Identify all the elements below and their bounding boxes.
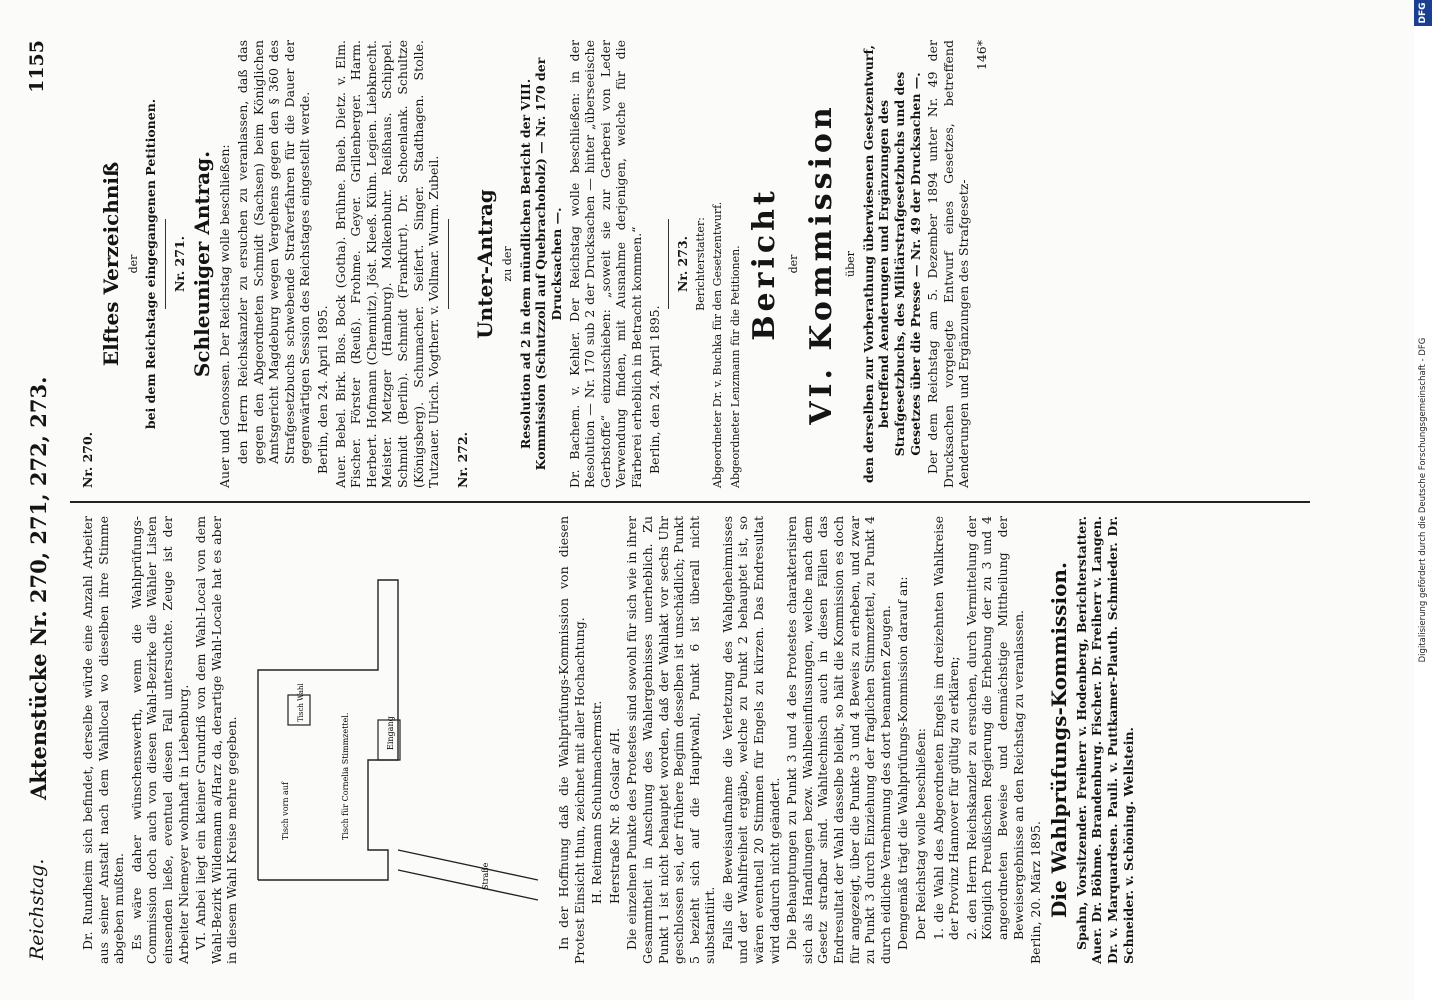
resolution-item-2: 2. den Herrn Reichskanzler zu ersuchen, durch Vermittelung der Königlich Preußischen Regierung die Erhebung der zu 3 und 4 angeordneten Beweise und demnächstige Mittheilung der Beweisergebnisse an den Reichstag zu veranlassen. <box>963 516 1026 940</box>
left-para-4: In der Hoffnung daß die Wahlprüfungs-Kommission von diesen Protest Einsicht thun, zeichnet mit aller Hochachtung. <box>555 516 587 964</box>
nr273-title: Nr. 273. <box>675 236 691 293</box>
funding-note: Digitalisierung gefördert durch die Deutsche Forschungsgemeinschaft - DFG <box>1418 337 1428 663</box>
header-left: Reichstag. <box>26 858 48 960</box>
left-para-3: VI. Anbei liegt ein kleiner Grundriß von dem Wahl-Local von dem Wahl-Bezirk Wildemann a/Harz da, derartige Wahl-Locale hat es aber in diesem Wahl Kreise mehre gegeben. <box>193 516 240 964</box>
bericht-der: der <box>786 254 800 274</box>
nr271-body: den Herrn Reichskanzler zu ersuchen zu veranlassen, daß das gegen den Abgeordneten Schmidt (Sachsen) beim Königlichen Amtsgericht Magdeburg wegen Vergehens gegen den § 360 des Strafgesetzbuchs schwebende Strafverfahren für die Dauer der gegenwärtigen Session des Reichstages eingestellt werde. <box>234 40 313 464</box>
nr273-subtitle: Berichterstatter: <box>693 217 707 311</box>
bericht-kommission: VI. Kommission <box>804 103 840 425</box>
separator-rule <box>448 219 449 309</box>
nr271-signatories: Auer. Bebel. Birk. Blos. Bock (Gotha). Brühne. Bueb. Dietz. v. Elm. Fischer. Förster (Reuß). Frohme. Geyer. Grillenberger. Harm. Herbert. Hofmann (Chemnitz). Jöst. Kleeß. Kühn. Legien. Liebknecht. Meister. Metzger (Hamburg). Molkenbuhr. Reißhaus. Schippel. Schmidt (Berlin). Schmidt (Frankfurt). Dr. Schoenlank. Schultze (Königsberg). Schumacher. Seifert. Singer. Stadthagen. Stolle. Tutzauer. Ulrich. Vogtherr. v. Vollmar. Wurm. Zubeil. <box>332 40 442 488</box>
left-para-2: Es wäre daher wünschenswerth, wenn die Wahlprüfungs-Commission doch auch von diesen Wahl-Bezirke die Wähler Listen einsenden ließe, eventuel diesen Fall untersuchte. Zeuge ist der Arbeiter Niemeyer wohnhaft in Liebenburg. <box>128 516 191 964</box>
sheet-mark: 146* <box>973 40 989 71</box>
left-column <box>80 516 1138 964</box>
left-para-1: Dr. Rundheim sich befindet, derselbe würde eine Anzahl Arbeiter aus seiner Anstalt nach dem Wahllocal wo dieselben ihre Stimme abgeben mußten. <box>80 516 127 964</box>
left-para-7: Die Behauptungen zu Punkt 3 und 4 des Protestes charakterisiren sich als Handlungen bezw. Wahlbeeinflussungen, welche nach dem Gesetz strafbar sind. Wahltechnisch auch in diesen Fällen das Endresultat der Wahl dasselbe bleibt, so hält die Kommission es doch für angezeigt, über die Punkte 3 und 4 Beweis zu erheben, und zwar zu Punkt 3 durch Einziehung der fraglichen Stimmzettel, zu Punkt 4 durch eidliche Vernehmung des dort benannten Zeugen. <box>784 516 893 964</box>
map-label-road: Straße <box>480 862 490 890</box>
nr272-zu: zu der <box>501 246 515 282</box>
map-label-table: Tisch für Cornelia Stimmzettel. <box>340 712 350 840</box>
left-para-9: Der Reichstag wolle beschließen: <box>913 728 928 940</box>
nr270-heading: Elftes Verzeichniß <box>98 161 123 367</box>
nr273-line-1: Abgeordneter Dr. v. Buchka für den Gesetzentwurf. <box>711 201 725 488</box>
map-label-entrance: Eingang <box>385 716 395 750</box>
column-divider <box>70 501 1310 503</box>
commission-title: Die Wahlprüfungs-Kommission. <box>1046 562 1071 918</box>
commission-date: Berlin, 20. März 1895. <box>1028 821 1044 964</box>
nr272-subtitle: Resolution ad 2 in dem mündlichen Bericht der VIII. Kommission (Schutzzoll auf Quebrachoholz) — Nr. 170 der Drucksachen —. <box>517 57 565 471</box>
page-header <box>22 40 62 960</box>
dfg-logo-badge <box>1414 0 1432 26</box>
map-label-ballot: Tisch Wahl <box>296 683 305 722</box>
building-outline <box>258 580 398 880</box>
nr271-title: Nr. 271. <box>171 236 187 293</box>
map-label-path: Tisch vorn auf <box>280 782 290 840</box>
nr272-heading: Unter-Antrag <box>473 189 498 339</box>
nr271-intro: Auer und Genossen. Der Reichstag wolle beschließen: <box>217 144 233 488</box>
nr273-line-2: Abgeordneter Lenzmann für die Petitionen. <box>729 245 742 488</box>
left-para-8: Demgemäß trägt die Wahlprüfungs-Kommission darauf an: <box>895 576 911 950</box>
dfg-logo-text: DFG <box>1418 2 1428 24</box>
bericht-heading: Bericht <box>746 187 782 341</box>
nr272-title: Nr. 272. <box>454 431 470 488</box>
bericht-ueber: über <box>844 251 858 277</box>
nr271-heading: Schleuniger Antrag. <box>190 150 215 378</box>
commission-members: Spahn, Vorsitzender. Freiherr v. Hodenberg, Berichterstatter. Auer. Dr. Böhme. Brandenburg. Fischer. Dr. Freiherr v. Langen. Dr. v. Marquardsen. Pauli. v. Puttkamer-Plauth. Schmieder. Dr. Schneider. v. Schöning. Wellstein. <box>1073 516 1136 964</box>
road-edge-1 <box>398 870 538 900</box>
nr270-title: Nr. 270. <box>80 431 95 488</box>
signature-address: Herstraße Nr. 8 Goslar a/H. <box>606 727 622 904</box>
left-para-6: Falls die Beweisaufnahme die Verletzung des Wahlgeheimnisses und der Wahlfreiheit ergäbe, welche zu Punkt 2 behauptet ist, so wären eventuell 20 Stimmen für Engels zu kürzen. Das Endresultat wird dadurch nicht geändert. <box>719 516 782 964</box>
nr271-date: Berlin, den 24. April 1895. <box>314 305 330 474</box>
separator-rule <box>668 219 669 309</box>
road-edge-2 <box>398 850 538 880</box>
floor-plan-sketch <box>248 570 548 910</box>
nr272-body: Dr. Bachem. v. Kehler. Der Reichstag wolle beschließen: in der Resolution — Nr. 170 sub 2 der Drucksachen — hinter „überseeische Gerbstoffe“ einzuschieben: „soweit sie zur Gerberei von Leder Verwendung finden, mit Ausnahme derjenigen, welche für die Färberei erheblich in Betracht kommen.“ <box>566 40 645 488</box>
nr272-date: Berlin, den 24. April 1895. <box>646 305 662 474</box>
separator-rule <box>165 219 166 309</box>
page-number: 1155 <box>26 40 48 93</box>
bericht-subtitle: den derselben zur Vorberathung überwiesenen Gesetzentwurf, betreffend Aenderungen und Ergänzungen des Strafgesetzbuchs, des Militärstrafgesetzbuchs und des Gesetzes über die Presse — Nr. 49 der Drucksachen —. <box>860 45 923 483</box>
nr270-der: der <box>126 254 140 274</box>
funding-strip <box>1414 0 1432 1000</box>
resolution-item-1: 1. die Wahl des Abgeordneten Engels im dreizehnten Wahlkreise der Provinz Hannover für gültig zu erklären; <box>930 516 962 940</box>
nr270-subtitle: bei dem Reichstage eingegangenen Petitionen. <box>143 98 159 430</box>
bericht-body: Der dem Reichstag am 5. Dezember 1894 unter Nr. 49 der Drucksachen vorgelegte Entwurf eines Gesetzes, betreffend Aenderungen und Ergänzungen des Strafgesetz- <box>925 40 972 488</box>
header-center: Aktenstücke Nr. 270, 271, 272, 273. <box>26 376 51 800</box>
right-column <box>80 40 992 488</box>
left-para-5: Die einzelnen Punkte des Protestes sind sowohl für sich wie in ihrer Gesammtheit in Anschung des Wahlergebnisses unerheblich. Zu Punkt 1 ist nicht behauptet worden, daß der Wahlakt vor sechs Uhr geschlossen sei, der frühere Beginn desselben ist unschädlich; Punkt 5 bezieht sich auf die Hauptwahl, Punkt 6 ist überall nicht substantiirt. <box>624 516 718 964</box>
signature-name: H. Reitmann Schuhmachermstr. <box>589 700 605 904</box>
